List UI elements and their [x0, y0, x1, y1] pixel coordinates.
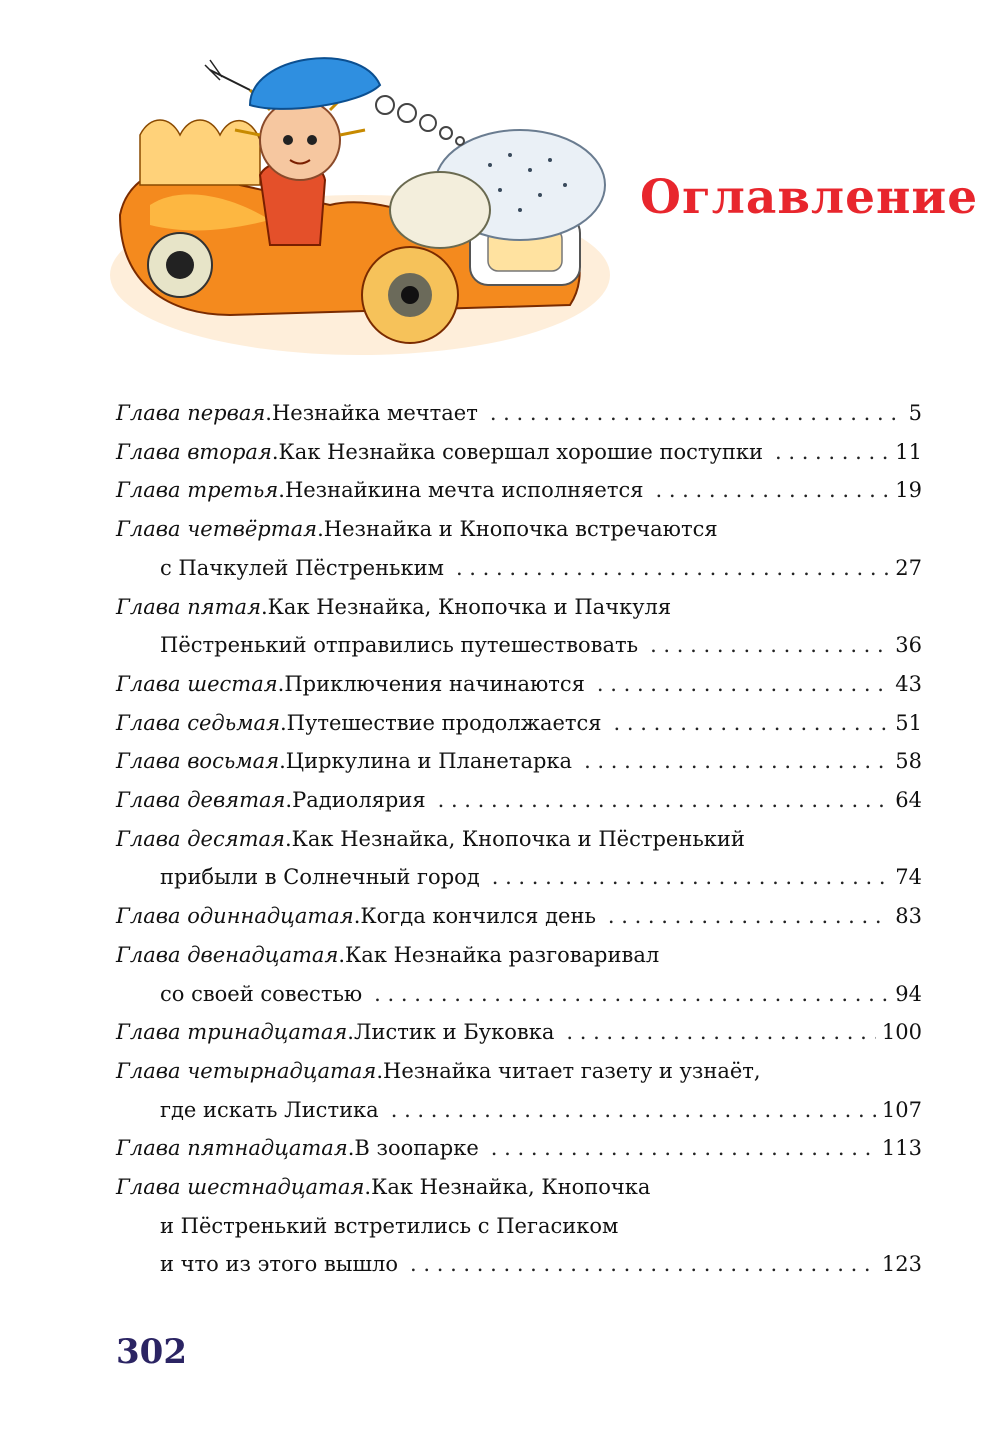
page-ref: 64: [895, 788, 922, 812]
page-ref: 43: [895, 671, 922, 696]
chapter-title: Как Незнайка разговаривал: [345, 942, 660, 967]
dot-leader: [438, 782, 890, 818]
dot-leader: [650, 627, 889, 663]
dot-leader: [410, 1246, 876, 1282]
chapter-label: Глава седьмая: [116, 710, 280, 735]
chapter-title: В зоопарке: [354, 1136, 479, 1161]
toc-entry-line: [160, 1092, 922, 1128]
dot-leader: [391, 1092, 876, 1128]
chapter-title-continued: и что из этого вышло: [160, 1252, 399, 1277]
toc-entry-line: [116, 666, 922, 702]
dot-leader: [655, 472, 889, 508]
chapter-label: Глава первая: [116, 401, 266, 425]
toc-entry-line: [160, 976, 922, 1012]
chapter-title-continued: прибыли в Солнечный город: [160, 865, 480, 890]
chapter-label: Глава двенадцатая: [116, 942, 339, 967]
page-ref: 5: [908, 401, 922, 425]
chapter-title: Как Незнайка, Кнопочка и Пачкуля: [267, 594, 672, 619]
toc-entry-line: [116, 434, 922, 470]
page-ref: 51: [895, 710, 922, 735]
chapter-title: Как Незнайка совершал хорошие поступки: [278, 439, 763, 464]
page-ref: 36: [895, 633, 922, 658]
dot-leader: [374, 976, 889, 1012]
chapter-separator: .: [285, 788, 293, 812]
page-ref: 58: [895, 749, 922, 774]
chapter-separator: .: [279, 710, 287, 735]
dot-leader: [597, 666, 889, 702]
page-number: 302: [116, 1332, 187, 1372]
chapter-label: Глава пятая: [116, 594, 261, 619]
toc-entry-line: [116, 511, 922, 547]
dot-leader: [490, 395, 903, 431]
page-ref: 123: [881, 1252, 922, 1277]
chapter-label: Глава десятая: [116, 826, 285, 851]
chapter-title-continued: Пёстренький отправились путешествовать: [160, 633, 639, 658]
dot-leader: [584, 743, 889, 779]
chapter-label: Глава одиннадцатая: [116, 904, 354, 929]
chapter-label: Глава четвёртая: [116, 517, 318, 542]
chapter-title: Радиолярия: [292, 788, 426, 812]
page-ref: 74: [895, 865, 922, 890]
chapter-separator: .: [278, 478, 285, 503]
toc-entry-line: [116, 1169, 922, 1205]
chapter-title-continued: с Пачкулей Пёстреньким: [160, 555, 444, 580]
toc-entry-line: [160, 859, 922, 895]
chapter-title: Незнайка и Кнопочка встречаются: [323, 517, 718, 542]
toc-entry-line: [160, 1246, 922, 1282]
toc-entry-line: [160, 550, 922, 586]
toc-entry-line: [116, 1130, 922, 1166]
toc-entry-line: [116, 743, 922, 779]
chapter-separator: .: [271, 439, 279, 464]
chapter-separator: .: [338, 942, 346, 967]
chapter-title: Приключения начинаются: [284, 671, 585, 696]
chapter-title: Незнайка читает газету и узнаёт,: [383, 1058, 761, 1083]
chapter-label: Глава шестая: [116, 671, 278, 696]
chapter-separator: .: [260, 594, 268, 619]
chapter-label: Глава восьмая: [116, 749, 280, 774]
dot-leader: [492, 859, 890, 895]
dot-leader: [775, 434, 889, 470]
chapter-title: Как Незнайка, Кнопочка и Пёстренький: [291, 826, 745, 851]
chapter-title: Листик и Буковка: [353, 1020, 555, 1045]
chapter-label: Глава шестнадцатая: [116, 1175, 365, 1199]
toc-entry-line: [116, 782, 922, 818]
chapter-separator: .: [284, 826, 292, 851]
page-ref: 11: [895, 439, 922, 464]
dot-leader: [614, 705, 890, 741]
page-ref: 83: [895, 904, 922, 929]
chapter-title: Циркулина и Планетарка: [285, 749, 573, 774]
toc-entry-line: [116, 1014, 922, 1050]
dot-leader: [608, 898, 889, 934]
chapter-separator: .: [317, 517, 324, 542]
chapter-separator: .: [364, 1175, 372, 1199]
chapter-title: Когда кончился день: [360, 904, 596, 929]
chapter-label: Глава тринадцатая: [116, 1020, 348, 1045]
toc-entry-line: [116, 937, 922, 973]
toc-entry-line: [116, 821, 922, 857]
toc-entry-line: [116, 1053, 922, 1089]
page-ref: 94: [895, 981, 922, 1006]
chapter-label: Глава четырнадцатая: [116, 1058, 377, 1083]
toc-entry-line: [116, 395, 922, 431]
chapter-label: Глава девятая: [116, 788, 286, 812]
toc-entry-line: [116, 472, 922, 508]
chapter-separator: .: [277, 671, 285, 696]
page-ref: 107: [881, 1097, 922, 1122]
chapter-separator: .: [347, 1136, 355, 1161]
page-ref: 19: [895, 478, 922, 503]
page-ref: 100: [881, 1020, 922, 1045]
chapter-title-continued: со своей совестью: [160, 981, 363, 1006]
chapter-label: Глава вторая: [116, 439, 272, 464]
chapter-title-continued: и Пёстренький встретились с Пегасиком: [160, 1213, 619, 1238]
dot-leader: [566, 1014, 876, 1050]
page-ref: 27: [895, 555, 922, 580]
chapter-separator: .: [265, 401, 272, 425]
chapter-title: Как Незнайка, Кнопочка: [371, 1175, 651, 1199]
chapter-title: Незнайкина мечта исполняется: [284, 478, 644, 503]
toc-entry-line: [116, 705, 922, 741]
page-ref: 113: [881, 1136, 922, 1161]
page-title: Оглавление: [640, 170, 979, 225]
toc-entry-line: [160, 627, 922, 663]
toc-entry-line: [116, 898, 922, 934]
dot-leader: [456, 550, 889, 586]
chapter-separator: .: [347, 1020, 354, 1045]
chapter-separator: .: [376, 1058, 384, 1083]
dot-leader: [491, 1130, 876, 1166]
chapter-separator: .: [279, 749, 286, 774]
chapter-label: Глава пятнадцатая: [116, 1136, 348, 1161]
toc-entry-line: [116, 589, 922, 625]
chapter-title: Незнайка мечтает: [271, 401, 478, 425]
chapter-title-continued: где искать Листика: [160, 1097, 379, 1122]
chapter-label: Глава третья: [116, 478, 279, 503]
toc-entry-line: [160, 1208, 922, 1244]
chapter-separator: .: [353, 904, 361, 929]
chapter-title: Путешествие продолжается: [286, 710, 602, 735]
